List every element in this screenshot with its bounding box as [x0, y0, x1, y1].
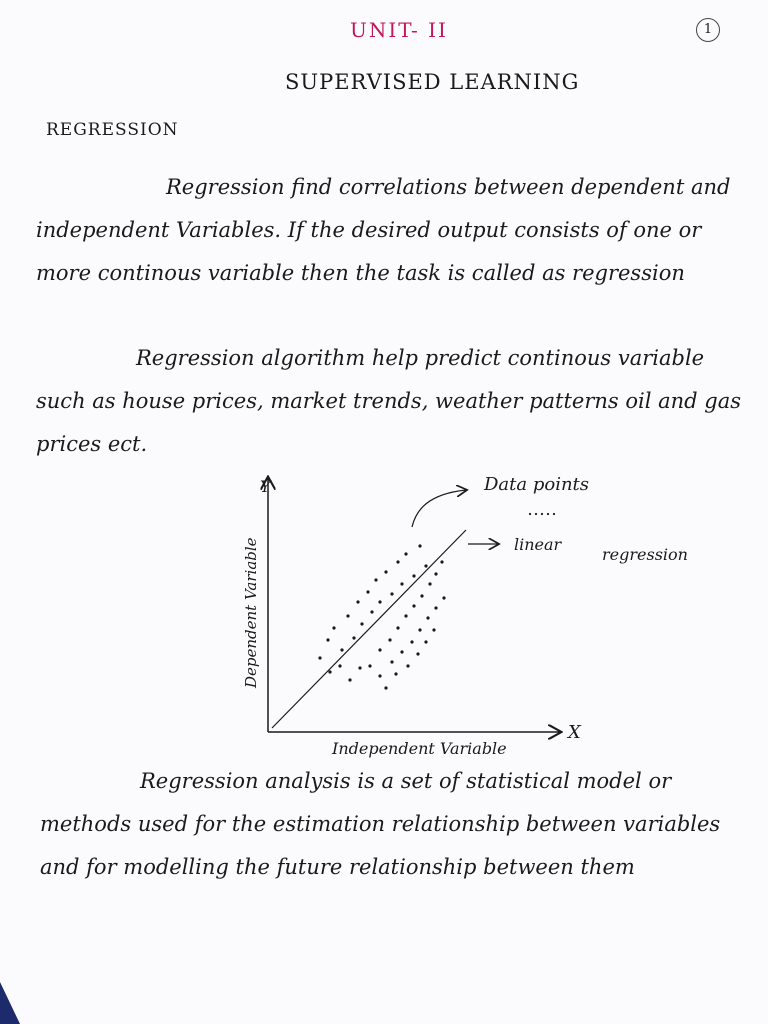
data-point — [356, 600, 359, 603]
data-points-arrow — [412, 490, 466, 527]
data-point — [404, 614, 407, 617]
data-point — [384, 686, 387, 689]
unit-heading: UNIT- II — [350, 18, 448, 42]
data-point — [352, 636, 355, 639]
data-point — [547, 513, 549, 515]
data-point — [541, 513, 543, 515]
data-point — [529, 513, 531, 515]
data-point — [328, 670, 331, 673]
data-point — [434, 572, 437, 575]
data-point — [424, 564, 427, 567]
data-point — [338, 664, 341, 667]
binding-edge — [0, 964, 20, 1024]
y-axis-label: Dependent Variable — [242, 537, 260, 688]
data-point — [326, 638, 329, 641]
data-point — [388, 638, 391, 641]
data-point — [412, 574, 415, 577]
data-point — [410, 640, 413, 643]
data-point — [418, 544, 421, 547]
data-point — [400, 650, 403, 653]
data-point — [432, 628, 435, 631]
data-point — [390, 592, 393, 595]
data-point — [428, 582, 431, 585]
data-point — [535, 513, 537, 515]
data-point — [553, 513, 555, 515]
section-heading: REGRESSION — [46, 120, 179, 140]
data-point — [378, 674, 381, 677]
paragraph-definition: Regression find correlations between dependent and independent Variables. If the desired output consists of one or more continous variable then the task is called as regression — [36, 175, 731, 285]
data-point — [366, 590, 369, 593]
x-axis-symbol: X — [568, 722, 581, 743]
data-point — [394, 672, 397, 675]
data-point — [434, 606, 437, 609]
x-axis-label: Independent Variable — [332, 739, 507, 758]
page-title: SUPERVISED LEARNING — [285, 70, 580, 94]
data-point — [404, 552, 407, 555]
regression-line — [272, 530, 466, 728]
data-point — [424, 640, 427, 643]
regression-label: regression — [602, 545, 688, 564]
data-point — [390, 660, 393, 663]
data-point — [400, 582, 403, 585]
regression-diagram — [230, 452, 730, 762]
data-point — [332, 626, 335, 629]
data-point — [360, 622, 363, 625]
data-point — [374, 578, 377, 581]
data-point — [370, 610, 373, 613]
data-point — [340, 648, 343, 651]
data-point — [368, 664, 371, 667]
y-axis-symbol: Y — [260, 477, 271, 496]
data-point — [396, 626, 399, 629]
data-points-label: Data points — [484, 474, 590, 495]
data-point — [378, 648, 381, 651]
data-point — [348, 678, 351, 681]
data-point — [406, 664, 409, 667]
data-point — [378, 600, 381, 603]
data-point — [396, 560, 399, 563]
data-point — [442, 596, 445, 599]
paragraph-examples: Regression algorithm help predict continous variable such as house prices, market trends, weather patterns oil and gas prices ect. — [36, 346, 742, 456]
data-point — [318, 656, 321, 659]
data-point — [416, 652, 419, 655]
data-point — [412, 604, 415, 607]
data-point — [384, 570, 387, 573]
data-point — [420, 594, 423, 597]
data-point — [418, 628, 421, 631]
data-point — [358, 666, 361, 669]
page-number: 1 — [696, 18, 720, 42]
regression-diagram-svg — [230, 452, 730, 762]
data-point — [440, 560, 443, 563]
paragraph-analysis: Regression analysis is a set of statistical model or methods used for the estimation relationship between variables and for modelling the future relationship between them — [40, 769, 721, 879]
data-point — [426, 616, 429, 619]
data-point — [346, 614, 349, 617]
linear-label: linear — [514, 535, 562, 554]
